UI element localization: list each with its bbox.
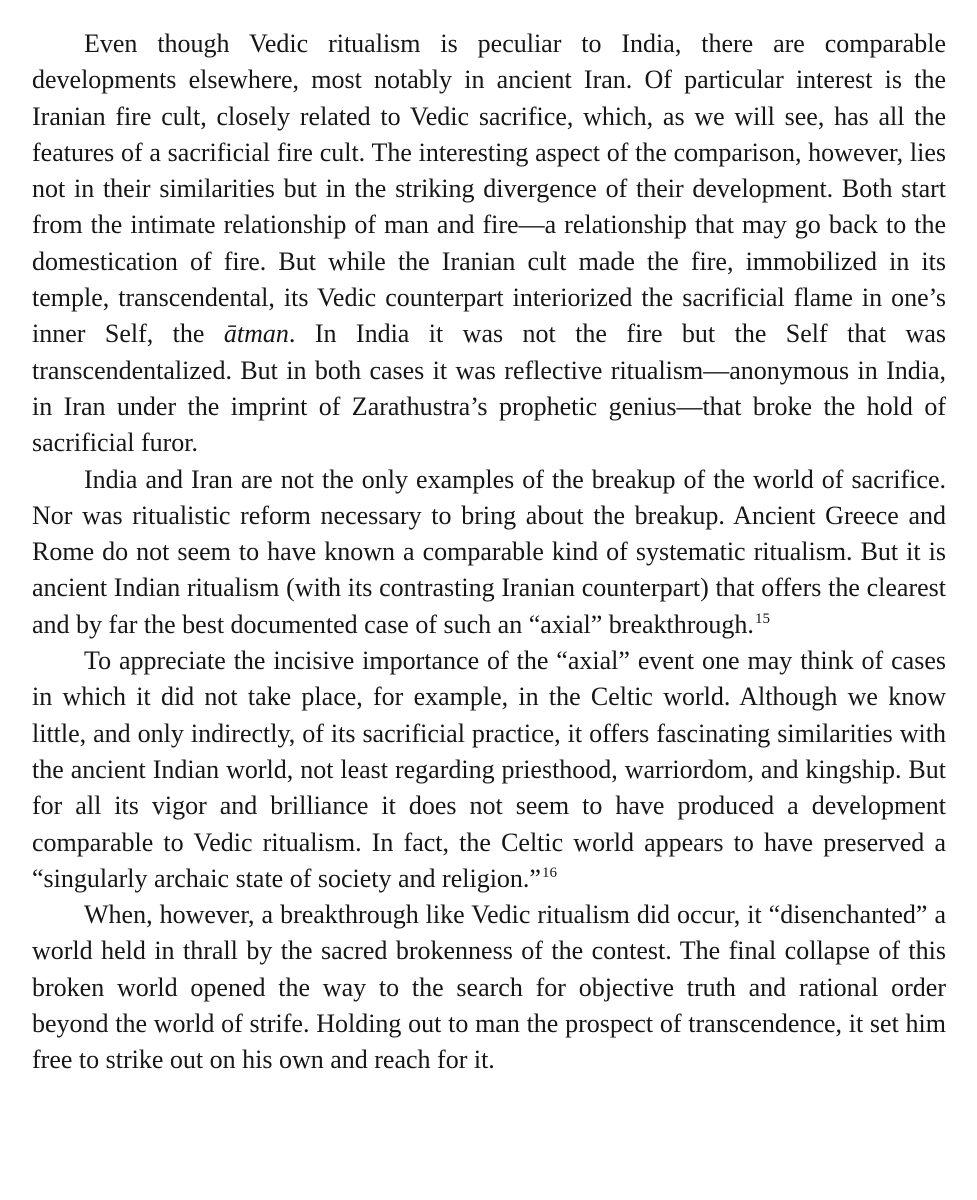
paragraph-1-atman-term: ātman	[223, 319, 289, 349]
document-page	[32, 26, 946, 1079]
paragraph-2	[32, 462, 946, 643]
paragraph-1-text-b: . In India it was not the fire but the Self that was transcendentalized. But in both cases it was reflective ritualism—anonymous in India, in Iran under the imprint of Zarathustra’s prophetic genius—that broke the hold of sacrificial furor.	[32, 319, 946, 458]
paragraph-3-text: To appreciate the incisive importance of the “axial” event one may think of cases in which it did not take place, for example, in the Celtic world. Although we know little, and only indirectly, of its sacrificial practice, it offers fascinating similarities with the ancient Indian world, not least regarding priesthood, warriordom, and kingship. But for all its vigor and brilliance it does not seem to have produced a development comparable to Vedic ritualism. In fact, the Celtic world appears to have preserved a “singularly archaic state of society and religion.”	[32, 646, 946, 893]
paragraph-1	[32, 26, 946, 462]
footnote-ref-15: 15	[754, 610, 770, 627]
paragraph-2-text: India and Iran are not the only examples of the breakup of the world of sacrifice. Nor was ritualistic reform necessary to bring about the breakup. Ancient Greece and Rome do not seem to have known a comparable kind of systematic ritualism. But it is ancient Indian ritualism (with its contrasting Iranian counterpart) that offers the clearest and by far the best documented case of such an “axial” breakthrough.	[32, 464, 946, 639]
paragraph-3	[32, 643, 946, 897]
paragraph-4-text: When, however, a breakthrough like Vedic ritualism did occur, it “disenchanted” a world held in thrall by the sacred brokenness of the contest. The final collapse of this broken world opened the way to the search for objective truth and rational order beyond the world of strife. Holding out to man the prospect of transcendence, it set him free to strike out on his own and reach for it.	[32, 900, 946, 1075]
paragraph-1-text-a: Even though Vedic ritualism is peculiar to India, there are comparable developments elsewhere, most notably in ancient Iran. Of particular interest is the Iranian fire cult, closely related to Vedic sacrifice, which, as we will see, has all the features of a sacrificial fire cult. The interesting aspect of the comparison, however, lies not in their similarities but in the striking divergence of their development. Both start from the intimate relationship of man and fire—a relationship that may go back to the domestication of fire. But while the Iranian cult made the fire, immobilized in its temple, transcendental, its Vedic counterpart interiorized the sacrificial flame in one’s inner Self, the	[32, 29, 946, 349]
footnote-ref-16: 16	[541, 864, 557, 881]
paragraph-4	[32, 897, 946, 1078]
